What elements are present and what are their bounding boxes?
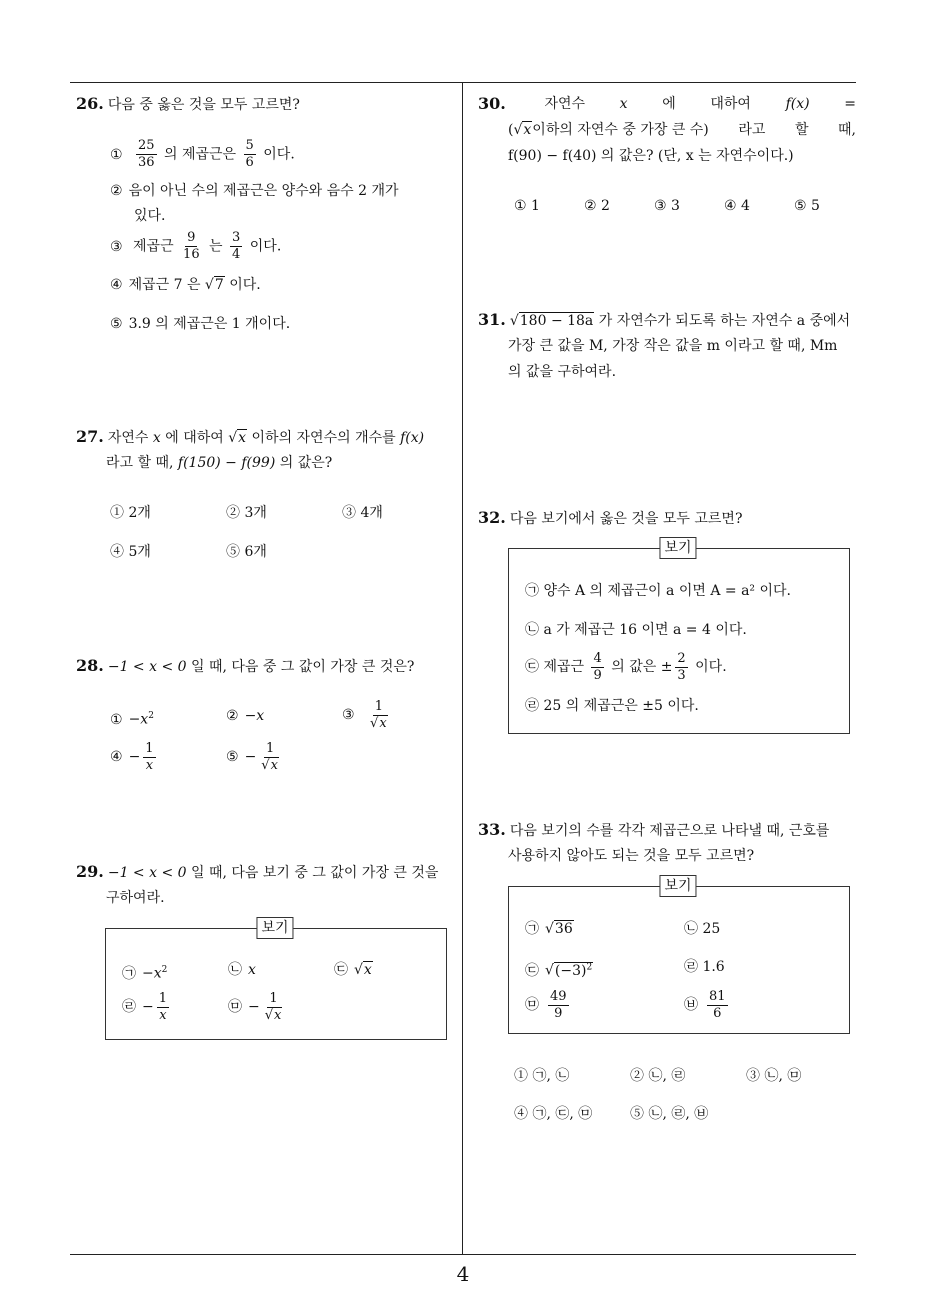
q31-line1-text: 가 자연수가 되도록 하는 자연수 a 중에서 xyxy=(598,313,851,329)
frac-num: 1 xyxy=(269,990,278,1006)
q28-choice-3[interactable] xyxy=(342,698,393,732)
q33-g5-frac xyxy=(548,989,569,1022)
q26-option-1[interactable] xyxy=(110,138,295,171)
q31-line3: 의 값을 구하여라. xyxy=(508,364,617,380)
frac-num: 1 xyxy=(158,990,168,1006)
q26-option-2-marker: ② xyxy=(110,183,123,199)
frac-num: 3 xyxy=(232,230,241,245)
q27-line2 xyxy=(106,453,332,473)
sqrt-symbol: √7 xyxy=(204,277,224,293)
q32-g3-a: ㉢ 제곱근 xyxy=(525,659,585,675)
minus-sign: − xyxy=(248,999,260,1015)
q28-c4-frac xyxy=(143,741,155,774)
q29-stem xyxy=(76,862,438,883)
q29-g1-marker: ㉠ xyxy=(122,965,136,982)
q33-line2: 사용하지 않아도 되는 것을 모두 고르면? xyxy=(508,848,755,864)
frac-den: 9 xyxy=(593,667,602,683)
frac-den: 36 xyxy=(138,155,155,170)
q30-line3: f(90) − f(40) 의 값은? (단, x 는 자연수이다.) xyxy=(508,148,794,164)
q28-c2-val: −x xyxy=(244,708,265,724)
q33-item-6 xyxy=(684,988,731,1022)
q33-g3-exp: 2 xyxy=(586,962,593,972)
sqrt-symbol: $√(-3)^2$ xyxy=(545,962,593,979)
q26-option-1-frac2 xyxy=(244,138,256,171)
q30-w5: f(x) xyxy=(785,96,810,112)
frac-num: 4 xyxy=(593,650,602,666)
q27-choice-3[interactable]: ③ 4개 xyxy=(342,505,383,521)
q33-g6-marker: ㉥ xyxy=(684,997,698,1013)
q26-option-3-text1: 제곱근 xyxy=(133,238,174,255)
q33-g3-base: (−3) xyxy=(554,962,587,979)
sqrt-radicand: x xyxy=(523,122,532,138)
q27-stem xyxy=(76,427,424,448)
sqrt-symbol: √x xyxy=(228,430,247,446)
frac-den: 9 xyxy=(554,1005,563,1021)
paren: ( xyxy=(508,122,514,138)
q30-number: 30. xyxy=(478,94,506,113)
frac-den: 16 xyxy=(183,247,200,262)
q31-line2: 가장 큰 값을 M, 가장 작은 값을 m 이라고 할 때, Mm xyxy=(508,338,838,354)
q30-choice-1[interactable]: ① 1 xyxy=(514,198,540,214)
q28-c5-marker: ⑤ xyxy=(226,749,239,765)
sqrt-radicand: x xyxy=(238,430,247,446)
frac-den: 6 xyxy=(713,1005,722,1021)
q26-stem xyxy=(76,94,300,115)
q33-number: 33. xyxy=(478,820,506,839)
sqrt-symbol: √180 − 18a xyxy=(509,313,594,329)
q27-choice-5[interactable]: ⑤ 6개 xyxy=(226,544,267,560)
q26-option-4-text1: 제곱근 7 은 xyxy=(128,277,201,293)
q26-option-1-text1: 의 제곱근은 xyxy=(164,146,237,163)
q29-box-label: 보기 xyxy=(256,917,293,939)
q27-var-x: x xyxy=(152,430,161,446)
minus-sign: − xyxy=(128,749,141,765)
bottom-rule xyxy=(70,1254,856,1255)
q33-item-3 xyxy=(525,957,593,981)
q29-item-4 xyxy=(122,990,172,1024)
frac-den: √x xyxy=(264,1007,282,1023)
frac-num: 1 xyxy=(145,740,154,756)
q30-w3: 에 xyxy=(662,96,676,112)
q32-item-3 xyxy=(525,650,727,684)
q26-option-3-text2: 는 xyxy=(209,238,223,255)
q26-option-1-marker: ① xyxy=(110,146,123,163)
frac-num: 1 xyxy=(265,740,275,756)
q33-choice-1[interactable]: ① ㉠, ㉡ xyxy=(514,1068,570,1084)
q29-g4-marker: ㉣ xyxy=(122,999,136,1015)
frac-num: 49 xyxy=(550,988,567,1004)
page-number: 4 xyxy=(456,1262,470,1286)
q26-option-2-line1: 음이 아닌 수의 제곱근은 양수와 음수 2 개가 xyxy=(128,183,399,199)
q33-g5-marker: ㉤ xyxy=(525,997,539,1013)
frac-den: 6 xyxy=(245,155,254,170)
q33-g1-marker: ㉠ xyxy=(525,921,539,937)
q26-option-3-text3: 이다. xyxy=(249,238,282,255)
q27-line2-b: 의 값은? xyxy=(279,455,333,471)
q30-choice-3[interactable]: ③ 3 xyxy=(654,198,680,214)
q28-c2-marker: ② xyxy=(226,708,239,724)
q26-option-5-marker: ⑤ xyxy=(110,316,123,332)
q28-c1-marker: ① xyxy=(110,711,123,728)
q26-option-3-marker: ③ xyxy=(110,238,123,255)
frac-num: 5 xyxy=(245,138,254,153)
q29-item-1 xyxy=(122,960,167,984)
q30-line1 xyxy=(478,94,856,114)
q26-option-4[interactable] xyxy=(110,275,261,295)
sqrt-radicand xyxy=(554,962,593,979)
q29-g1-val: −x xyxy=(142,965,162,982)
q27-choice-1[interactable]: ① 2개 xyxy=(110,505,151,521)
q28-choice-2[interactable] xyxy=(226,706,264,726)
q27-number: 27. xyxy=(76,427,104,446)
q29-g2-marker: ㉡ xyxy=(228,962,242,978)
sqrt-symbol: √x xyxy=(354,962,372,978)
q26-option-3-frac2 xyxy=(230,230,242,263)
q29-g5-marker: ㉤ xyxy=(228,999,242,1015)
q29-item-2 xyxy=(228,960,256,980)
sqrt-radicand: x xyxy=(274,1007,282,1023)
q27-text-c: 이하의 자연수의 개수를 xyxy=(251,430,396,446)
q28-c1-exp: 2 xyxy=(148,711,154,721)
q29-g5-frac xyxy=(263,991,285,1024)
q30-choice-2[interactable]: ② 2 xyxy=(584,198,610,214)
q30-w1: 자연수 xyxy=(544,96,586,112)
minus-sign: − xyxy=(142,999,154,1015)
q28-choice-1[interactable] xyxy=(110,706,154,730)
frac-num: 25 xyxy=(138,138,155,153)
q28-c3-marker: ③ xyxy=(342,707,355,723)
q26-option-4-marker: ④ xyxy=(110,277,123,293)
q31-line1 xyxy=(478,310,850,331)
frac-num: 2 xyxy=(677,650,686,666)
q27-line2-a: 라고 할 때, xyxy=(106,455,174,471)
top-rule xyxy=(70,82,856,83)
q32-g3-frac2 xyxy=(675,651,687,684)
q33-choice-4[interactable]: ④ ㉠, ㉢, ㉤ xyxy=(514,1106,593,1122)
q29-item-5 xyxy=(228,990,287,1024)
q26-option-2[interactable] xyxy=(110,181,399,201)
q26-number: 26. xyxy=(76,94,104,113)
q30-line2-group xyxy=(508,120,709,140)
q26-option-1-frac1 xyxy=(136,138,157,171)
q29-stem-text: 일 때, 다음 보기 중 그 값이 가장 큰 것을 xyxy=(191,865,439,881)
q29-g4-frac xyxy=(157,991,169,1024)
frac-den: √x xyxy=(370,715,387,731)
q32-stem xyxy=(478,508,742,529)
frac-num: 9 xyxy=(187,230,196,245)
q30-line2 xyxy=(508,120,856,140)
q33-choice-5[interactable]: ⑤ ㉡, ㉣, ㉥ xyxy=(630,1106,709,1122)
q29-condition: −1 < x < 0 xyxy=(107,865,187,881)
frac-den: x xyxy=(159,1007,167,1023)
q32-g3-frac1 xyxy=(591,651,603,684)
minus-sign: − xyxy=(244,749,257,765)
sqrt-symbol: √x xyxy=(513,122,532,138)
q33-item-5 xyxy=(525,988,572,1022)
q30-l2-b: 라고 xyxy=(738,122,766,138)
q33-line1 xyxy=(478,820,829,841)
q33-item-1 xyxy=(525,919,574,939)
q33-item-4: ㉣ 1.6 xyxy=(684,959,725,975)
q32-g3-c: 이다. xyxy=(695,659,727,675)
q32-item-4: ㉣ 25 의 제곱근은 ±5 이다. xyxy=(525,698,699,714)
q28-c4-marker: ④ xyxy=(110,749,123,765)
q28-c5-frac xyxy=(259,741,281,774)
q30-w6: = xyxy=(844,96,856,112)
sqrt-radicand: x xyxy=(379,715,387,731)
frac-num: 81 xyxy=(709,988,726,1004)
q33-line1-text: 다음 보기의 수를 각각 제곱근으로 나타낼 때, 근호를 xyxy=(509,823,830,839)
q30-choice-5[interactable]: ⑤ 5 xyxy=(794,198,820,214)
q27-text-a: 자연수 xyxy=(107,430,149,446)
q28-c3-frac xyxy=(368,699,390,732)
q28-condition: −1 < x < 0 xyxy=(107,659,187,675)
sqrt-radicand: 7 xyxy=(214,277,224,293)
q26-option-3-frac1 xyxy=(181,230,202,263)
frac-den: √x xyxy=(261,757,278,773)
q30-l2-c: 할 xyxy=(794,122,809,138)
sqrt-symbol: √36 xyxy=(545,921,573,937)
q30-choice-4[interactable]: ④ 4 xyxy=(724,198,750,214)
q33-choice-3[interactable]: ③ ㉡, ㉤ xyxy=(746,1068,802,1084)
sqrt-radicand: 36 xyxy=(554,921,573,937)
column-divider xyxy=(462,82,463,1254)
q33-g3-marker: ㉢ xyxy=(525,962,539,979)
q30-l2-a: 이하의 자연수 중 가장 큰 수) xyxy=(532,122,709,138)
sqrt-radicand: 180 − 18a xyxy=(519,313,594,329)
q32-g3-b: 의 값은 ± xyxy=(611,659,673,675)
sqrt-radicand: x xyxy=(363,962,372,978)
q33-box-label: 보기 xyxy=(659,875,696,897)
q28-c1-val: −x xyxy=(128,711,149,728)
q29-stem-line2: 구하여라. xyxy=(106,890,165,906)
q32-number: 32. xyxy=(478,508,506,527)
q27-text-b: 에 대하여 xyxy=(165,430,224,446)
q33-g6-frac xyxy=(707,989,728,1022)
q27-choice-2[interactable]: ② 3개 xyxy=(226,505,267,521)
q26-option-5-text: 3.9 의 제곱근은 1 개이다. xyxy=(128,316,291,332)
q32-item-2: ㉡ a 가 제곱근 16 이면 a = 4 이다. xyxy=(525,622,747,638)
q26-option-4-text2: 이다. xyxy=(229,277,261,293)
frac-den: 3 xyxy=(677,667,686,683)
q26-option-5[interactable] xyxy=(110,314,290,334)
q27-expr: f(150) − f(99) xyxy=(177,455,276,471)
q33-choice-2[interactable]: ② ㉡, ㉣ xyxy=(630,1068,686,1084)
q30-l2-d: 때, xyxy=(838,122,856,138)
q29-g1-exp: 2 xyxy=(161,965,168,975)
q29-g2-val: x xyxy=(248,962,256,978)
q32-stem-text: 다음 보기에서 옳은 것을 모두 고르면? xyxy=(509,511,743,527)
q28-choice-4[interactable] xyxy=(110,740,159,774)
q30-w4: 대하여 xyxy=(710,96,751,112)
frac-den: 4 xyxy=(232,247,241,262)
q29-g3-marker: ㉢ xyxy=(334,962,348,978)
q28-choice-5[interactable] xyxy=(226,740,284,774)
q32-item-1: ㉠ 양수 A 의 제곱근이 a 이면 A = a² 이다. xyxy=(525,583,791,599)
sqrt-radicand: x xyxy=(270,757,278,773)
q29-item-3 xyxy=(334,960,373,980)
q26-option-3[interactable] xyxy=(110,230,281,263)
q26-stem-text: 다음 중 옳은 것을 모두 고르면? xyxy=(107,97,300,113)
q27-fx: f(x) xyxy=(400,430,425,446)
frac-num: 1 xyxy=(374,698,383,714)
q26-option-2-line2: 있다. xyxy=(134,208,166,224)
q32-box-label: 보기 xyxy=(659,537,696,559)
q28-stem xyxy=(76,656,414,677)
q29-number: 29. xyxy=(76,862,104,881)
q28-stem-text: 일 때, 다음 중 그 값이 가장 큰 것은? xyxy=(191,659,415,675)
q30-w2: x xyxy=(619,96,628,112)
q28-number: 28. xyxy=(76,656,104,675)
frac-den: x xyxy=(145,757,154,773)
q33-item-2: ㉡ 25 xyxy=(684,921,721,937)
q27-choice-4[interactable]: ④ 5개 xyxy=(110,544,151,560)
q26-option-1-text2: 이다. xyxy=(263,146,295,163)
q31-number: 31. xyxy=(478,310,506,329)
